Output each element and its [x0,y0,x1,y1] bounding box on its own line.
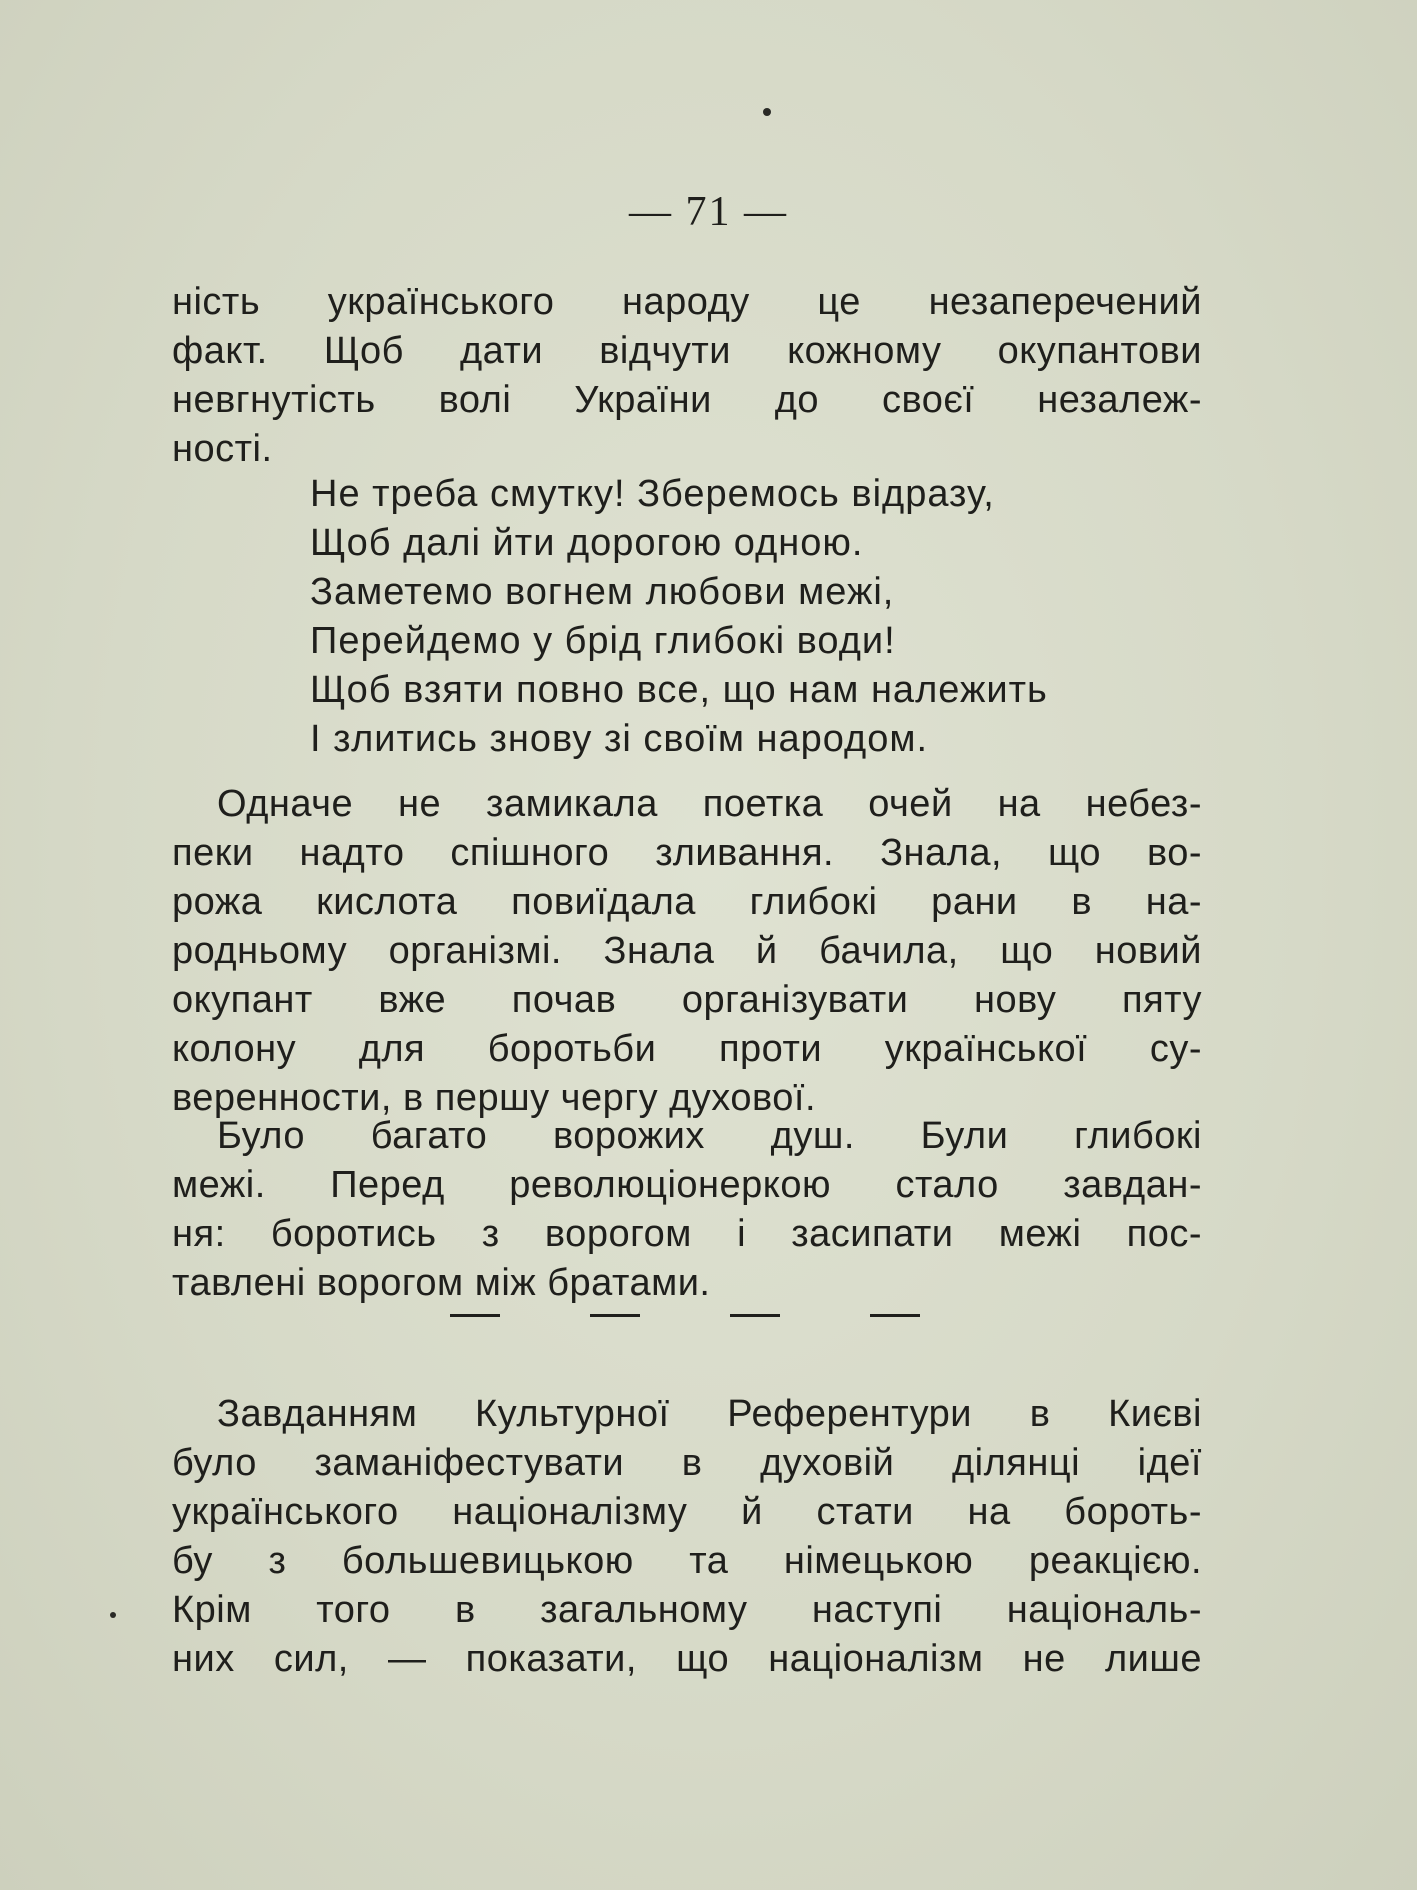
text-line: родньому організмі. Знала й бачила, що новий [172,930,1202,972]
poem-line: Заметемо вогнем любови межі, [310,571,895,613]
text-line: веренности, в першу чергу духової. [172,1077,817,1119]
section-separator [450,1314,920,1317]
text-line: окупант вже почав організувати нову пяту [172,979,1202,1021]
text-line: межі. Перед революціонеркою стало завдан- [172,1164,1202,1206]
paragraph-2 [172,780,1202,1123]
separator-dash [870,1314,920,1317]
paragraph-3 [172,1112,1202,1308]
text-line: колону для боротьби проти української су- [172,1028,1202,1070]
poem-line: Перейдемо у брід глибокі води! [310,620,896,662]
text-line: рожа кислота повиїдала глибокі рани в на- [172,881,1202,923]
text-line: Крім того в загальному наступі національ- [172,1589,1202,1631]
paragraph-4 [172,1390,1202,1684]
poem-line: Щоб взяти повно все, що нам належить [310,669,1048,711]
text-line: ності. [172,428,273,470]
separator-dash [730,1314,780,1317]
poem-block [310,470,1210,764]
ink-dot [763,108,771,116]
separator-dash [450,1314,500,1317]
text-line: факт. Щоб дати відчути кожному окупантови [172,330,1202,372]
poem-line: Не треба смутку! Зберемось відразу, [310,473,995,515]
text-line: невгнутість волі України до своєї незалеж- [172,379,1202,421]
paragraph-1 [172,278,1202,474]
text-line: тавлені ворогом між братами. [172,1262,711,1304]
text-line: Одначе не замикала поетка очей на небез- [217,783,1202,825]
text-line: пеки надто спішного зливання. Знала, що во- [172,832,1202,874]
text-line: них сил, — показати, що націоналізм не лише [172,1638,1202,1680]
text-line: українського націоналізму й стати на бороть- [172,1491,1202,1533]
poem-line: І злитись знову зі своїм народом. [310,718,929,760]
text-line: бу з большевицькою та німецькою реакцією. [172,1540,1202,1582]
text-line: Було багато ворожих душ. Були глибокі [217,1115,1202,1157]
page-number: — 71 — [629,189,788,235]
text-line: було заманіфестувати в духовій ділянці ідеї [172,1442,1202,1484]
separator-dash [590,1314,640,1317]
ink-dot [110,1612,116,1618]
text-line: Завданням Культурної Референтури в Києві [217,1393,1202,1435]
text-line: ня: боротись з ворогом і засипати межі пос- [172,1213,1202,1255]
text-line: ність українського народу це незаперечений [172,281,1202,323]
poem-line: Щоб далі йти дорогою одною. [310,522,864,564]
